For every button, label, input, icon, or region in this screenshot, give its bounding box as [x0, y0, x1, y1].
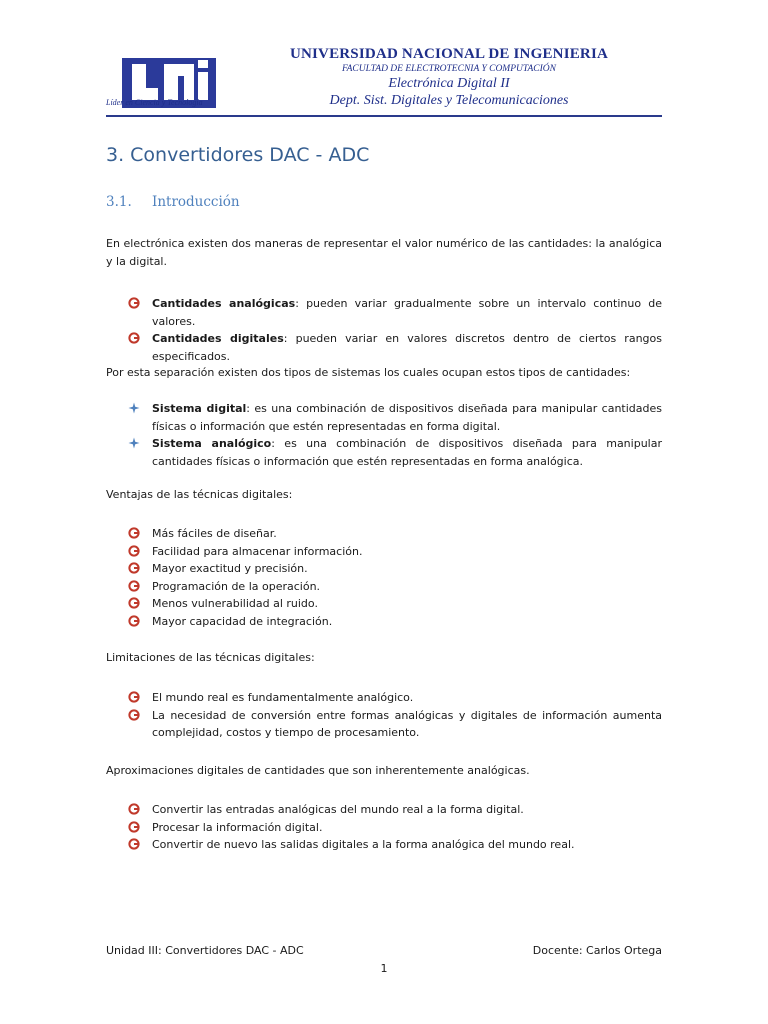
header-text	[236, 46, 662, 109]
list-item	[106, 819, 662, 837]
term-analog-quantities: Cantidades analógicas	[152, 297, 296, 310]
list-item	[106, 689, 662, 707]
term-description: : es una combinación de dispositivos diseñada para manipular cantidades físicas o información que estén representadas en forma analógica.	[152, 437, 662, 468]
page-header	[106, 40, 662, 116]
list-item-text: Más fáciles de diseñar.	[152, 527, 277, 540]
list-item	[106, 560, 662, 578]
list-item-text: El mundo real es fundamentalmente analógico.	[152, 691, 414, 704]
list-item	[106, 525, 662, 543]
swirl-bullet-icon	[128, 615, 140, 627]
header-divider	[106, 115, 662, 117]
swirl-bullet-icon	[128, 562, 140, 574]
faculty-name: FACULTAD DE ELECTROTECNIA Y COMPUTACIÓN	[342, 64, 556, 74]
list-item-text: La necesidad de conversión entre formas analógicas y digitales de información aumenta complejidad, costos y tiempo de procesamiento.	[152, 708, 662, 739]
page-number: 1	[380, 962, 388, 975]
list-item-text: Programación de la operación.	[152, 579, 321, 593]
advantages-list	[106, 525, 662, 630]
logo-tagline: Líder en Ciencia y Tecnología	[106, 98, 203, 107]
swirl-bullet-icon	[128, 297, 140, 309]
swirl-bullet-icon	[128, 803, 140, 815]
swirl-bullet-icon	[128, 580, 140, 592]
university-name: UNIVERSIDAD NACIONAL DE INGENIERIA	[289, 46, 609, 62]
list-item	[106, 613, 662, 631]
swirl-bullet-icon	[128, 527, 140, 539]
list-item	[106, 295, 662, 330]
list-item	[106, 836, 662, 854]
swirl-bullet-icon	[128, 691, 140, 703]
list-item-text: Facilidad para almacenar información.	[152, 544, 363, 558]
swirl-bullet-icon	[128, 332, 140, 344]
list-item	[106, 400, 662, 435]
list-item	[106, 330, 662, 365]
term-description: : pueden variar en valores discretos dentro de ciertos rangos especificados.	[152, 332, 662, 363]
chapter-title: 3. Convertidores DAC - ADC	[106, 144, 370, 166]
list-item	[106, 543, 662, 561]
limitations-list	[106, 689, 662, 742]
list-item	[106, 801, 662, 819]
course-name: Electrónica Digital II	[388, 76, 510, 91]
department-name: Dept. Sist. Digitales y Telecomunicaciones	[329, 93, 569, 108]
section-heading	[106, 194, 240, 210]
quantities-list	[106, 295, 662, 365]
list-item	[106, 595, 662, 613]
four-point-star-icon	[128, 437, 140, 449]
list-item	[106, 435, 662, 470]
four-point-star-icon	[128, 402, 140, 414]
limitations-heading: Limitaciones de las técnicas digitales:	[106, 651, 315, 664]
intro-paragraph: En electrónica existen dos maneras de representar el valor numérico de las cantidades: la analógica y la digital.	[106, 237, 662, 268]
systems-list	[106, 400, 662, 470]
list-item-text: Mayor capacidad de integración.	[152, 614, 333, 628]
term-description: : es una combinación de dispositivos diseñada para manipular cantidades físicas o información que estén representadas en forma digital.	[152, 402, 662, 433]
list-item-text: Mayor exactitud y precisión.	[152, 562, 308, 575]
list-item	[106, 707, 662, 742]
term-digital-system: Sistema digital	[152, 402, 247, 415]
footer-teacher: Docente: Carlos Ortega	[532, 944, 662, 957]
approximations-list	[106, 801, 662, 854]
term-description: : pueden variar gradualmente sobre un intervalo continuo de valores.	[152, 297, 662, 328]
list-item-text: Procesar la información digital.	[152, 820, 323, 834]
term-analog-system: Sistema analógico	[152, 437, 272, 450]
advantages-heading: Ventajas de las técnicas digitales:	[106, 488, 293, 501]
footer-unit: Unidad III: Convertidores DAC - ADC	[106, 944, 304, 957]
swirl-bullet-icon	[128, 709, 140, 721]
list-item-text: Convertir las entradas analógicas del mundo real a la forma digital.	[152, 803, 524, 816]
list-item	[106, 578, 662, 596]
section-number: 3.1.	[106, 194, 132, 210]
swirl-bullet-icon	[128, 838, 140, 850]
approximations-heading: Aproximaciones digitales de cantidades que son inherentemente analógicas.	[106, 764, 530, 777]
systems-intro-paragraph: Por esta separación existen dos tipos de sistemas los cuales ocupan estos tipos de cantidades:	[106, 366, 631, 379]
swirl-bullet-icon	[128, 597, 140, 609]
term-digital-quantities: Cantidades digitales	[152, 332, 284, 345]
list-item-text: Menos vulnerabilidad al ruido.	[152, 597, 318, 610]
list-item-text: Convertir de nuevo las salidas digitales a la forma analógica del mundo real.	[152, 838, 575, 851]
section-title: Introducción	[152, 194, 240, 210]
swirl-bullet-icon	[128, 545, 140, 557]
swirl-bullet-icon	[128, 821, 140, 833]
